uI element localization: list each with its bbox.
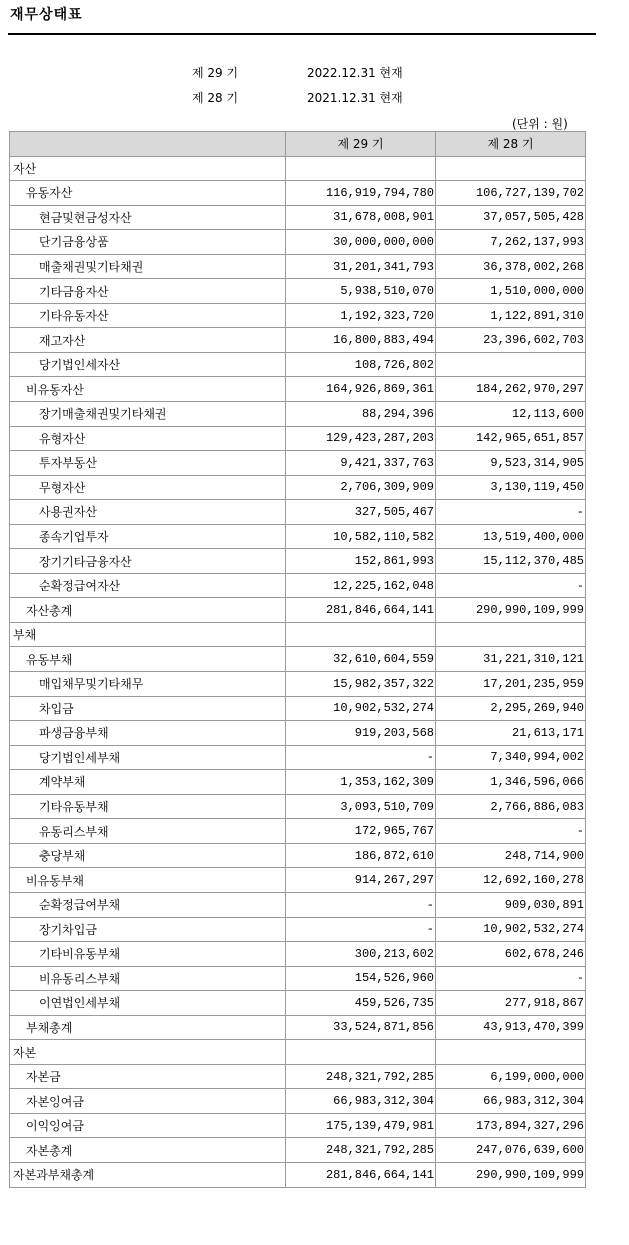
value-prior: 106,727,139,702	[436, 181, 586, 206]
value-prior: 2,295,269,940	[436, 696, 586, 721]
table-row	[10, 721, 586, 746]
table-row	[10, 647, 586, 672]
value-current: 248,321,792,285	[286, 1138, 436, 1163]
table-row	[10, 622, 586, 647]
table-row	[10, 991, 586, 1016]
account-name: 자본총계	[10, 1138, 286, 1163]
account-name: 단기금융상품	[10, 230, 286, 255]
value-current: 459,526,735	[286, 991, 436, 1016]
value-prior: 17,201,235,959	[436, 672, 586, 697]
account-name: 장기기타금융자산	[10, 549, 286, 574]
account-name: 파생금융부채	[10, 721, 286, 746]
table-row	[10, 1113, 586, 1138]
value-current: 12,225,162,048	[286, 573, 436, 598]
value-current: 88,294,396	[286, 402, 436, 427]
account-name: 차입금	[10, 696, 286, 721]
table-row	[10, 426, 586, 451]
value-prior: 12,113,600	[436, 402, 586, 427]
value-current: 108,726,802	[286, 352, 436, 377]
account-name: 자산총계	[10, 598, 286, 623]
value-prior: 290,990,109,999	[436, 598, 586, 623]
value-current: 175,139,479,981	[286, 1113, 436, 1138]
value-prior: 13,519,400,000	[436, 524, 586, 549]
value-prior: -	[436, 573, 586, 598]
account-name: 자본과부채총계	[10, 1162, 286, 1187]
table-header-row	[10, 132, 586, 157]
table-row	[10, 770, 586, 795]
account-name: 기타유동자산	[10, 303, 286, 328]
value-prior: -	[436, 819, 586, 844]
value-current: 15,982,357,322	[286, 672, 436, 697]
value-prior: 31,221,310,121	[436, 647, 586, 672]
account-name: 유동부채	[10, 647, 286, 672]
account-name: 부채총계	[10, 1015, 286, 1040]
value-prior: 1,346,596,066	[436, 770, 586, 795]
value-current: 300,213,602	[286, 942, 436, 967]
table-row	[10, 1064, 586, 1089]
value-prior	[436, 352, 586, 377]
value-current: 2,706,309,909	[286, 475, 436, 500]
period-label-prior: 제 28 기	[192, 91, 239, 105]
value-prior: 142,965,651,857	[436, 426, 586, 451]
account-name: 당기법인세부채	[10, 745, 286, 770]
account-name: 순확정급여자산	[10, 573, 286, 598]
table-row	[10, 303, 586, 328]
table-row	[10, 549, 586, 574]
account-name: 자산	[10, 156, 286, 181]
table-row	[10, 966, 586, 991]
value-prior: 66,983,312,304	[436, 1089, 586, 1114]
value-current: 248,321,792,285	[286, 1064, 436, 1089]
table-row	[10, 672, 586, 697]
value-current: 31,678,008,901	[286, 205, 436, 230]
unit-note: (단위 : 원)	[512, 117, 568, 131]
value-prior: -	[436, 966, 586, 991]
account-name: 부채	[10, 622, 286, 647]
table-row	[10, 1040, 586, 1065]
value-prior: 909,030,891	[436, 892, 586, 917]
value-current: 32,610,604,559	[286, 647, 436, 672]
value-prior: 1,510,000,000	[436, 279, 586, 304]
value-current: 281,846,664,141	[286, 1162, 436, 1187]
table-row	[10, 942, 586, 967]
table-row	[10, 573, 586, 598]
account-name: 기타비유동부채	[10, 942, 286, 967]
account-name: 재고자산	[10, 328, 286, 353]
account-name: 기타유동부채	[10, 794, 286, 819]
value-current: 9,421,337,763	[286, 451, 436, 476]
account-name: 매입채무및기타채무	[10, 672, 286, 697]
value-prior: 1,122,891,310	[436, 303, 586, 328]
table-row	[10, 156, 586, 181]
value-prior: 23,396,602,703	[436, 328, 586, 353]
value-current: 31,201,341,793	[286, 254, 436, 279]
value-prior: 12,692,160,278	[436, 868, 586, 893]
value-prior: 7,262,137,993	[436, 230, 586, 255]
table-row	[10, 279, 586, 304]
table-row	[10, 377, 586, 402]
value-prior: 602,678,246	[436, 942, 586, 967]
account-name: 이연법인세부채	[10, 991, 286, 1016]
value-current	[286, 1040, 436, 1065]
account-name: 충당부채	[10, 843, 286, 868]
value-prior	[436, 622, 586, 647]
value-prior: 36,378,002,268	[436, 254, 586, 279]
account-name: 이익잉여금	[10, 1113, 286, 1138]
value-current: 1,353,162,309	[286, 770, 436, 795]
value-current: 10,582,110,582	[286, 524, 436, 549]
account-name: 순확정급여부채	[10, 892, 286, 917]
period-label-current: 제 29 기	[192, 66, 239, 80]
table-row	[10, 843, 586, 868]
value-current: 281,846,664,141	[286, 598, 436, 623]
value-current: 154,526,960	[286, 966, 436, 991]
value-current: 172,965,767	[286, 819, 436, 844]
value-current: 327,505,467	[286, 500, 436, 525]
account-name: 자본금	[10, 1064, 286, 1089]
account-name: 기타금융자산	[10, 279, 286, 304]
table-row	[10, 451, 586, 476]
value-current: 5,938,510,070	[286, 279, 436, 304]
value-current: 33,524,871,856	[286, 1015, 436, 1040]
table-row	[10, 868, 586, 893]
value-current	[286, 156, 436, 181]
value-prior: 37,057,505,428	[436, 205, 586, 230]
value-prior: 43,913,470,399	[436, 1015, 586, 1040]
table-row	[10, 181, 586, 206]
table-row	[10, 254, 586, 279]
value-current: 10,902,532,274	[286, 696, 436, 721]
table-row	[10, 402, 586, 427]
account-name: 종속기업투자	[10, 524, 286, 549]
value-prior: 15,112,370,485	[436, 549, 586, 574]
value-prior: 248,714,900	[436, 843, 586, 868]
period-date-prior: 2021.12.31 현재	[307, 91, 403, 105]
account-name: 투자부동산	[10, 451, 286, 476]
account-name: 비유동리스부채	[10, 966, 286, 991]
value-current: -	[286, 745, 436, 770]
header-account	[10, 132, 286, 157]
account-name: 자본잉여금	[10, 1089, 286, 1114]
value-current: 164,926,869,361	[286, 377, 436, 402]
table-row	[10, 524, 586, 549]
value-prior: 10,902,532,274	[436, 917, 586, 942]
table-row	[10, 328, 586, 353]
value-current: 116,919,794,780	[286, 181, 436, 206]
table-row	[10, 917, 586, 942]
header-prior-period: 제 28 기	[436, 132, 586, 157]
account-name: 현금및현금성자산	[10, 205, 286, 230]
value-prior	[436, 1040, 586, 1065]
value-prior: 2,766,886,083	[436, 794, 586, 819]
value-prior: 9,523,314,905	[436, 451, 586, 476]
period-date-current: 2022.12.31 현재	[307, 66, 403, 80]
value-prior: 247,076,639,600	[436, 1138, 586, 1163]
value-prior: 277,918,867	[436, 991, 586, 1016]
account-name: 계약부채	[10, 770, 286, 795]
value-prior: 173,894,327,296	[436, 1113, 586, 1138]
table-row	[10, 696, 586, 721]
table-row	[10, 475, 586, 500]
table-row	[10, 1089, 586, 1114]
account-name: 비유동자산	[10, 377, 286, 402]
value-current: 186,872,610	[286, 843, 436, 868]
table-row	[10, 1162, 586, 1187]
value-prior: 290,990,109,999	[436, 1162, 586, 1187]
table-row	[10, 598, 586, 623]
value-current: -	[286, 892, 436, 917]
table-row	[10, 794, 586, 819]
value-prior	[436, 156, 586, 181]
account-name: 자본	[10, 1040, 286, 1065]
value-current: 152,861,993	[286, 549, 436, 574]
table-row	[10, 1138, 586, 1163]
account-name: 매출채권및기타채권	[10, 254, 286, 279]
account-name: 장기차입금	[10, 917, 286, 942]
value-current: 1,192,323,720	[286, 303, 436, 328]
account-name: 유동리스부채	[10, 819, 286, 844]
table-row	[10, 500, 586, 525]
value-prior: -	[436, 500, 586, 525]
header-current-period: 제 29 기	[286, 132, 436, 157]
title-divider	[8, 33, 596, 35]
account-name: 비유동부채	[10, 868, 286, 893]
value-current	[286, 622, 436, 647]
account-name: 장기매출채권및기타채권	[10, 402, 286, 427]
value-current: 3,093,510,709	[286, 794, 436, 819]
value-prior: 21,613,171	[436, 721, 586, 746]
value-prior: 184,262,970,297	[436, 377, 586, 402]
account-name: 유동자산	[10, 181, 286, 206]
value-prior: 6,199,000,000	[436, 1064, 586, 1089]
table-row	[10, 205, 586, 230]
table-row	[10, 230, 586, 255]
table-row	[10, 352, 586, 377]
value-current: -	[286, 917, 436, 942]
value-current: 919,203,568	[286, 721, 436, 746]
value-current: 914,267,297	[286, 868, 436, 893]
account-name: 당기법인세자산	[10, 352, 286, 377]
account-name: 유형자산	[10, 426, 286, 451]
table-row	[10, 1015, 586, 1040]
value-current: 16,800,883,494	[286, 328, 436, 353]
value-prior: 7,340,994,002	[436, 745, 586, 770]
table-row	[10, 745, 586, 770]
balance-sheet-table	[9, 131, 586, 1188]
value-current: 30,000,000,000	[286, 230, 436, 255]
table-row	[10, 892, 586, 917]
table-row	[10, 819, 586, 844]
account-name: 사용권자산	[10, 500, 286, 525]
value-current: 129,423,287,203	[286, 426, 436, 451]
value-prior: 3,130,119,450	[436, 475, 586, 500]
value-current: 66,983,312,304	[286, 1089, 436, 1114]
page-title: 재무상태표	[10, 7, 83, 23]
account-name: 무형자산	[10, 475, 286, 500]
